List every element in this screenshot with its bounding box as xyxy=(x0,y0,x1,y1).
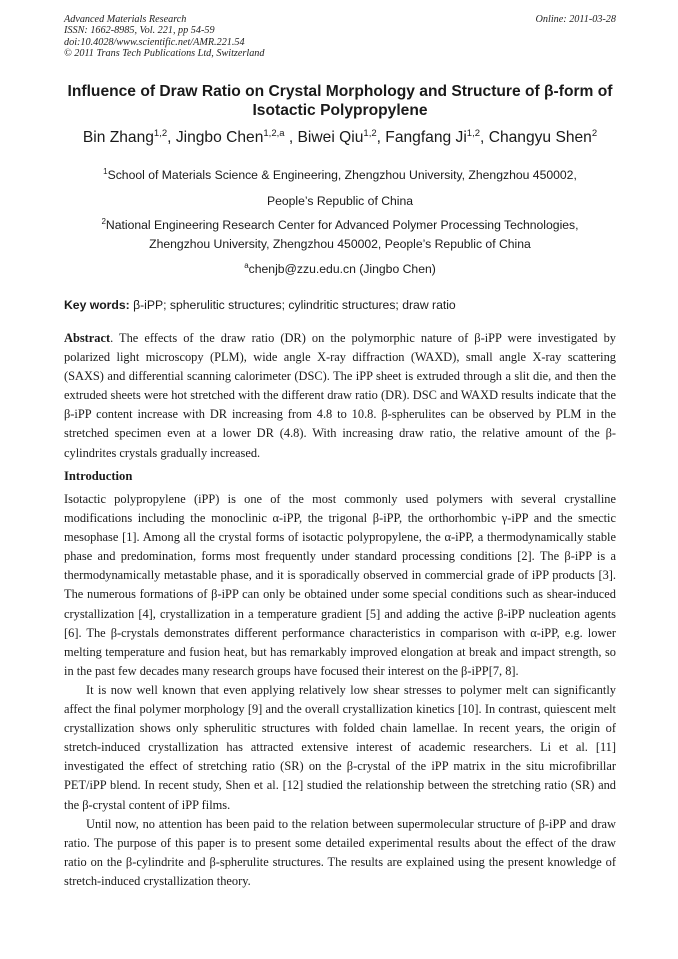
author-name: Fangfang Ji xyxy=(385,129,467,146)
author-affiliation-mark: 1,2 xyxy=(363,128,377,139)
affiliation-text: People’s Republic of China xyxy=(266,194,414,208)
affiliation-text: School of Materials Science & Engineering, Zhengzhou University, Zhengzhou 450002, xyxy=(107,168,577,182)
author-separator: , xyxy=(167,129,176,146)
abstract-text: . The effects of the draw ratio (DR) on the polymorphic nature of β-iPP were investigated by polarized light microscopy (PLM), wide angle X-ray diffraction (WAXD), small angle X-ray scattering (SAXS) and differential scanning calorimeter (DSC). The iPP sheet is extruded through a slit die, and then the extruded sheets were hot stretched with the different draw ratio (DR). DSC and WAXD results indicate that the β-iPP content increase with DR increasing from 4.8 to 10.8. β-spherulites can be observed by PLM in the stretched specimen even at a lower DR (4.8). With increasing draw ratio, the relative amount of the β-cylindrites crystals gradually increased. xyxy=(64,331,616,460)
keywords-label: Key words: xyxy=(64,298,130,312)
affiliation-text: National Engineering Research Center for Advanced Polymer Processing Technologies, xyxy=(105,218,579,232)
section-heading-introduction: Introduction xyxy=(64,469,133,483)
affiliation-text: Zhengzhou University, Zhengzhou 450002, People’s Republic of China xyxy=(149,237,531,251)
author-affiliation-mark: 2 xyxy=(591,128,598,139)
affiliation-1-country xyxy=(40,192,640,211)
author-list xyxy=(20,128,660,148)
affiliation-1 xyxy=(40,166,640,185)
paragraph: It is now well known that even applying relatively low shear stresses to polymer melt can significantly affect the final polymer morphology [9] and the overall crystallization kinetics [10]. In contrast, quiescent melt crystallization shows only spherulitic structures with folded chain lamellae. In recent years, the origin of stretch-induced crystallization has attracted extensive interest of academic researchers. Li et al. [11] investigated the effect of stretching ratio (SR) on the β-crystal of the iPP matrix in the situ microfibrillar PET/iPP blend. In recent study, Shen et al. [12] studied the relationship between the stretching ratio (SR) and the β-crystal content of iPP films. xyxy=(64,682,616,812)
online-date: Online: 2011-03-28 xyxy=(535,14,616,25)
introduction-body xyxy=(64,490,616,891)
abstract-label: Abstract xyxy=(64,331,111,345)
affiliation-2 xyxy=(40,216,640,254)
author-name: Biwei Qiu xyxy=(297,129,364,146)
journal-name: Advanced Materials Research xyxy=(64,14,187,25)
author-name: Changyu Shen xyxy=(488,129,592,146)
paper-title: Influence of Draw Ratio on Crystal Morphology and Structure of β-form of Isotactic Polypropylene xyxy=(67,83,613,119)
paragraph: Isotactic polypropylene (iPP) is one of the most commonly used polymers with several crystalline modifications including the monoclinic α-iPP, the trigonal β-iPP, the orthorhombic γ-iPP and the smectic mesophase [1]. Among all the crystal forms of isotactic polypropylene, the α-iPP, a thermodynamically stable phase and predomination, forms most frequently under standard processing conditions [2]. The β-iPP is a thermodynamically metastable phase, and it is sporadically observed in commercial grade of iPP products [3]. The numerous formations of β-iPP can only be obtained under some special conditions such as shear-induced crystallization [4], crystallization in a temperature gradient [5] and adding the active β-iPP nucleation agents [6]. The β-crystals demonstrates different performance characteristics in comparison with α-iPP, e.g. lower melting temperature and fusion heat, but has remarkably improved elongation at break and impact strength, so in the past few decades many research groups have focused their interest on the β-iPP[7, 8]. xyxy=(64,492,616,678)
paragraph: Until now, no attention has been paid to the relation between supermolecular structure of β-iPP and draw ratio. The purpose of this paper is to present some detailed experimental results about the effect of the draw ratio on the β-cylindrite and β-spherulite structures. The results are explained using the present knowledge of stretch-induced crystallization theory. xyxy=(64,816,616,888)
copyright-line: © 2011 Trans Tech Publications Ltd, Switzerland xyxy=(64,48,265,60)
affiliation-mark: 1 xyxy=(103,167,108,176)
doi-line: doi:10.4028/www.scientific.net/AMR.221.54 xyxy=(64,36,245,48)
issn-line: ISSN: 1662-8985, Vol. 221, pp 54-59 xyxy=(64,25,215,37)
author-separator: , xyxy=(376,129,386,146)
email-address: chenjb@zzu.edu.cn (Jingbo Chen) xyxy=(248,262,436,276)
author-affiliation-mark: 1,2 xyxy=(153,128,168,139)
keywords xyxy=(64,297,616,313)
abstract xyxy=(64,329,616,463)
keywords-text: β-iPP; spherulitic structures; cylindritic structures; draw ratio xyxy=(129,298,456,312)
author-affiliation-mark: 1,2 xyxy=(466,128,481,139)
journal-header xyxy=(64,14,616,60)
author-affiliation-mark: 1,2,a xyxy=(263,128,285,139)
affiliation-mark: 2 xyxy=(101,217,106,226)
author-name: Jingbo Chen xyxy=(175,129,264,146)
email-mark: a xyxy=(244,261,249,270)
corresponding-email xyxy=(40,260,640,279)
author-separator: , xyxy=(480,129,489,146)
author-name: Bin Zhang xyxy=(82,129,154,146)
author-separator: , xyxy=(284,129,298,146)
